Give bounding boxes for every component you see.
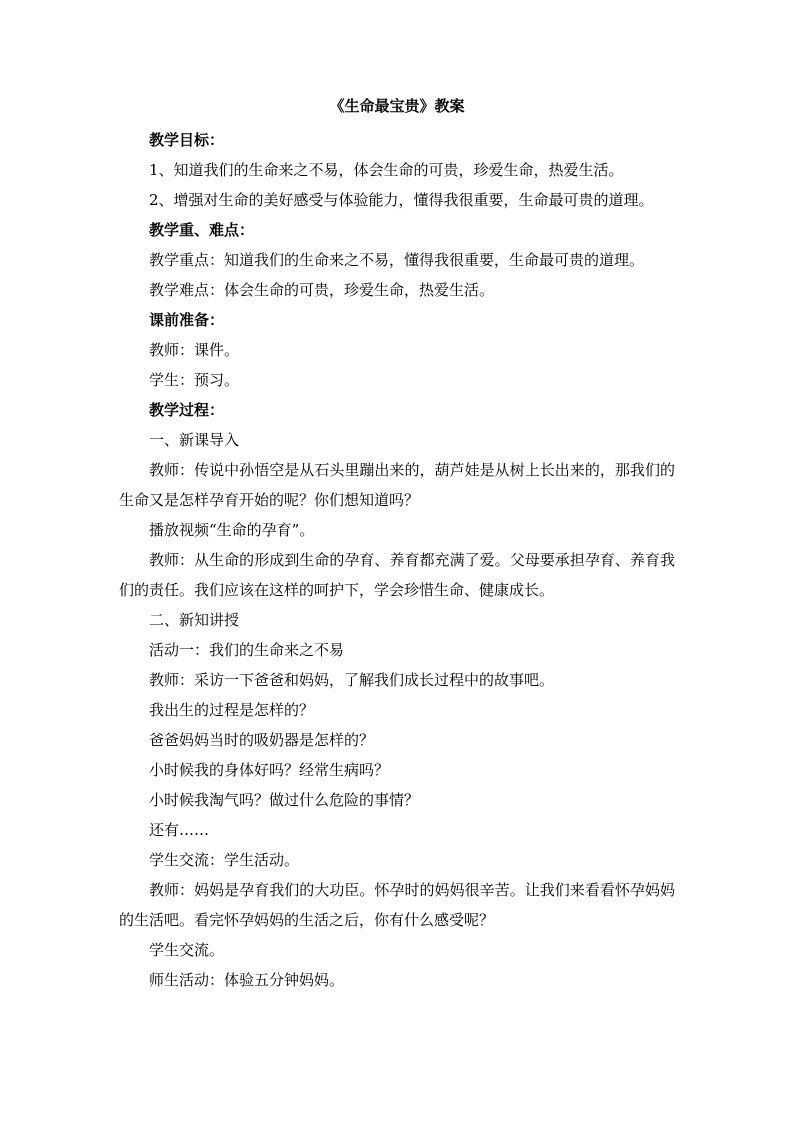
paragraph: 教师：采访一下爸爸和妈妈，了解我们成长过程中的故事吧。 <box>149 671 555 689</box>
document-body <box>119 125 675 995</box>
paragraph: 教学难点：体会生命的可贵，珍爱生命，热爱生活。 <box>149 281 495 299</box>
paragraph: 活动一：我们的生命来之不易 <box>149 641 345 659</box>
paragraph: 学生交流。 <box>149 941 225 959</box>
section-heading: 教学过程： <box>149 401 225 419</box>
paragraph: 教师：妈妈是孕育我们的大功臣。怀孕时的妈妈很辛苦。让我们来看看怀孕妈妈的生活吧。看完怀孕妈妈的生活之后，你有什么感受呢？ <box>119 881 675 929</box>
section-heading: 教学目标： <box>149 131 225 149</box>
paragraph: 播放视频“生命的孕育”。 <box>149 521 315 539</box>
paragraph: 还有…… <box>149 821 210 839</box>
paragraph: 1、知道我们的生命来之不易，体会生命的可贵，珍爱生命，热爱生活。 <box>149 161 624 179</box>
paragraph: 学生交流：学生活动。 <box>149 851 300 869</box>
paragraph: 教学重点：知道我们的生命来之不易，懂得我很重要，生命最可贵的道理。 <box>149 251 645 269</box>
paragraph: 二、新知讲授 <box>149 611 240 629</box>
paragraph: 教师：课件。 <box>149 341 240 359</box>
paragraph: 一、新课导入 <box>149 431 240 449</box>
paragraph: 爸爸妈妈当时的吸奶器是怎样的？ <box>149 731 375 749</box>
paragraph: 教师：传说中孙悟空是从石头里蹦出来的，葫芦娃是从树上长出来的，那我们的生命又是怎样孕育开始的呢？你们想知道吗？ <box>119 461 675 509</box>
paragraph: 师生活动：体验五分钟妈妈。 <box>149 971 345 989</box>
paragraph: 小时候我淘气吗？做过什么危险的事情？ <box>149 791 420 809</box>
paragraph: 2、增强对生命的美好感受与体验能力，懂得我很重要，生命最可贵的道理。 <box>149 191 654 209</box>
section-heading: 教学重、难点： <box>149 221 255 239</box>
paragraph: 我出生的过程是怎样的？ <box>149 701 315 719</box>
document-title: 《生命最宝贵》教案 <box>329 97 465 115</box>
paragraph: 小时候我的身体好吗？经常生病吗？ <box>149 761 390 779</box>
section-heading: 课前准备： <box>149 311 225 329</box>
paragraph: 学生：预习。 <box>149 371 240 389</box>
paragraph: 教师：从生命的形成到生命的孕育、养育都充满了爱。父母要承担孕育、养育我们的责任。我们应该在这样的呵护下，学会珍惜生命、健康成长。 <box>119 551 675 599</box>
